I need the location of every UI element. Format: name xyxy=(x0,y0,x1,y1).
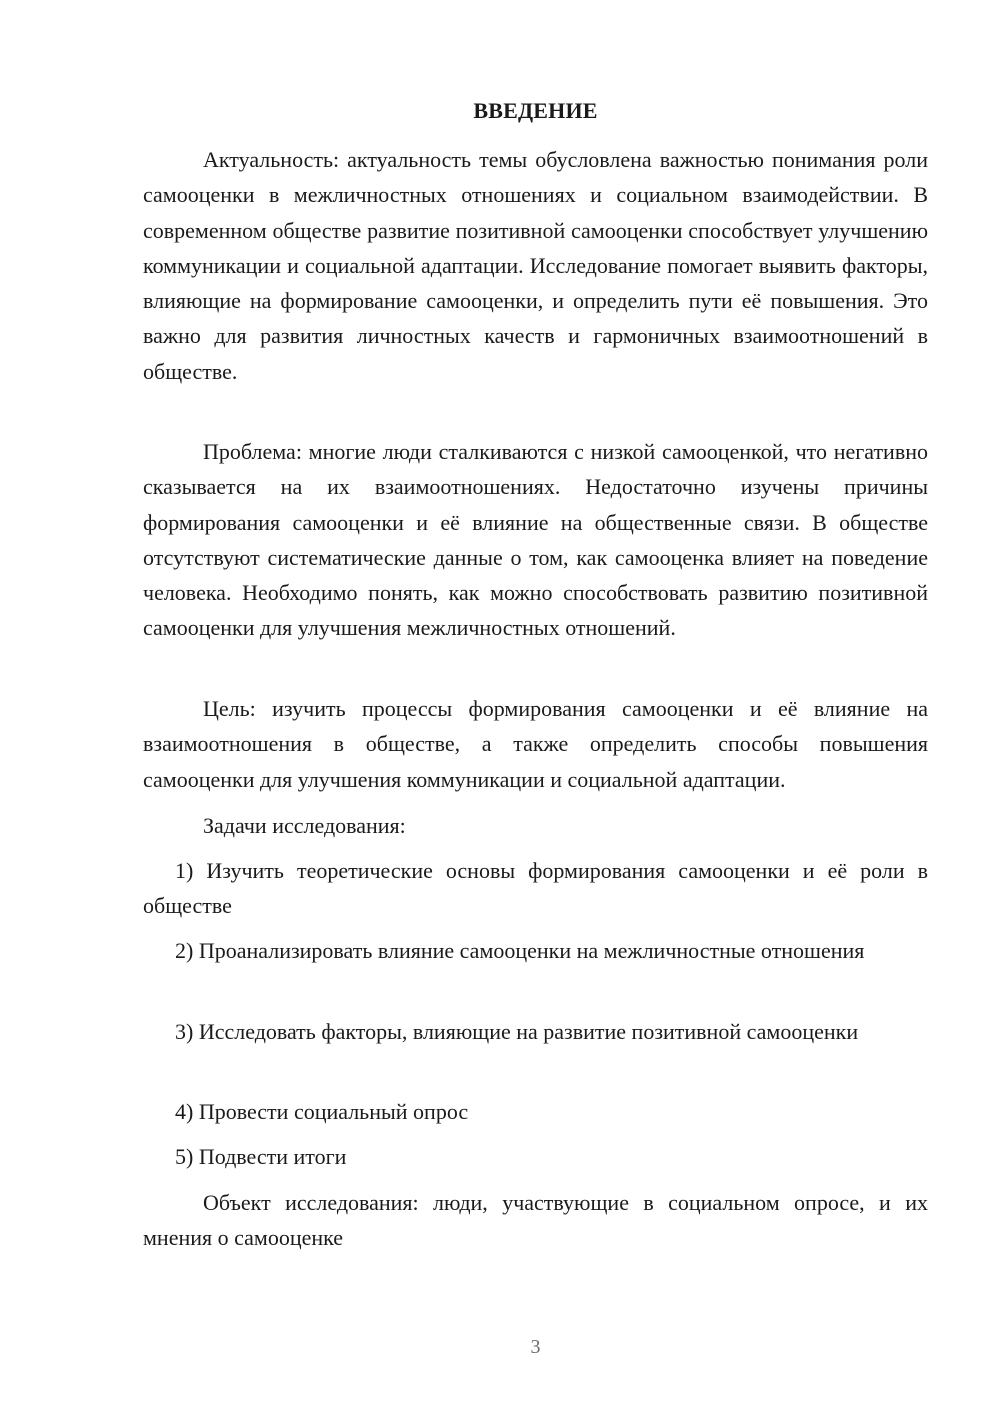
document-page xyxy=(143,0,928,1414)
task-item-4: 4) Провести социальный опрос xyxy=(175,1099,469,1124)
tasks-heading: Задачи исследования: xyxy=(203,813,406,838)
page-number: 3 xyxy=(530,1336,541,1358)
task-item-5: 5) Подвести итоги xyxy=(175,1144,347,1169)
goal-paragraph: Цель: изучить процессы формирования самооценки и её влияние на взаимоотношения в обществе, а также определить способы повышения самооценки для улучшения коммуникации и социальной адаптации. xyxy=(143,696,928,792)
section-heading: ВВЕДЕНИЕ xyxy=(473,98,598,123)
problem-paragraph: Проблема: многие люди сталкиваются с низкой самооценкой, что негативно сказывается на их взаимоотношениях. Недостаточно изучены причины формирования самооценки и её влияние на общественные связи. В обществе отсутствуют систематические данные о том, как самооценка влияет на поведение человека. Необходимо понять, как можно способствовать развитию позитивной самооценки для улучшения межличностных отношений. xyxy=(143,439,928,641)
relevance-paragraph: Актуальность: актуальность темы обусловлена важностью понимания роли самооценки в межличностных отношениях и социальном взаимодействии. В современном обществе развитие позитивной самооценки способствует улучшению коммуникации и социальной адаптации. Исследование помогает выявить факторы, влияющие на формирование самооценки, и определить пути её повышения. Это важно для развития личностных качеств и гармоничных взаимоотношений в обществе. xyxy=(143,147,928,384)
task-item-1: 1) Изучить теоретические основы формирования самооценки и её роли в обществе xyxy=(143,858,928,919)
task-item-3: 3) Исследовать факторы, влияющие на развитие позитивной самооценки xyxy=(175,1019,859,1044)
object-paragraph: Объект исследования: люди, участвующие в социальном опросе, и их мнения о самооценке xyxy=(143,1190,928,1251)
task-item-2: 2) Проанализировать влияние самооценки на межличностные отношения xyxy=(175,938,865,963)
